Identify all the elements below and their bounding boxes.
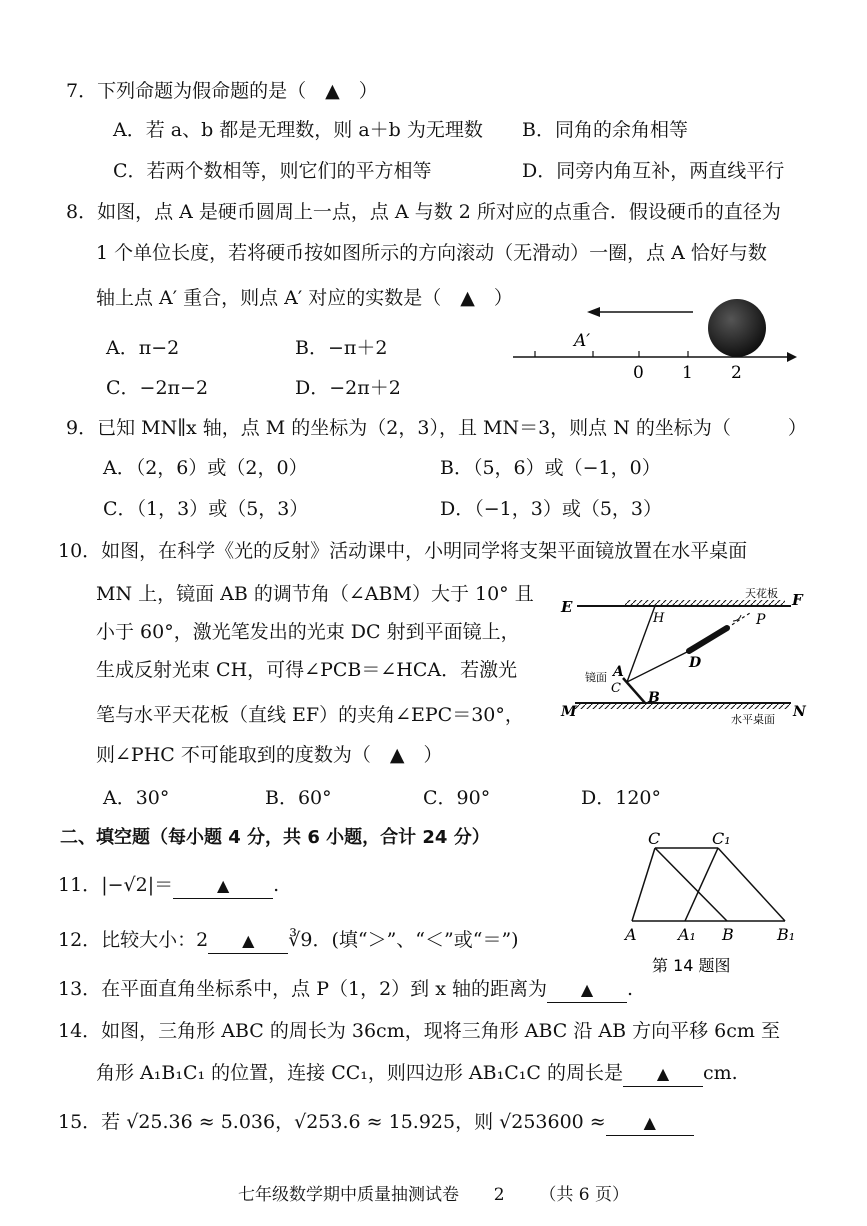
svg-text:水平桌面: 水平桌面	[731, 713, 775, 726]
tick-label-0: 0	[633, 363, 644, 383]
q8-line-3: 轴上点 A′ 重合，则点 A′ 对应的实数是（ ▲ ）	[96, 287, 513, 309]
label-a-prime: A′	[574, 331, 591, 351]
q13: 13．在平面直角坐标系中，点 P（1，2）到 x 轴的距离为 ▲ .	[58, 977, 633, 1003]
q14-figure	[620, 830, 810, 980]
svg-text:N: N	[793, 704, 806, 720]
svg-text:B: B	[648, 690, 660, 706]
mirror-ab	[623, 678, 645, 703]
svg-text:A₁: A₁	[678, 925, 696, 944]
direction-arrowhead	[587, 307, 600, 317]
q8-option-b: B．−π＋2	[295, 337, 388, 359]
q8-option-a: A．π−2	[106, 337, 180, 359]
svg-text:B: B	[722, 925, 734, 944]
q8-option-c: C．−2π−2	[106, 377, 209, 399]
q7-option-a: A．若 a、b 都是无理数，则 a＋b 为无理数	[113, 119, 483, 141]
q10-option-b: B．60°	[265, 787, 332, 809]
q14-figure-caption: 第 14 题图	[652, 956, 731, 975]
answer-blank: ▲	[656, 1064, 670, 1083]
q10-mirror-figure	[555, 585, 815, 730]
q10-option-d: D．120°	[581, 787, 661, 809]
q15: 15．若 √25.36 ≈ 5.036，√253.6 ≈ 15.925，则 √253600 ≈ ▲	[58, 1110, 694, 1136]
answer-blank: ▲	[580, 980, 594, 999]
number-line-arrow	[787, 352, 797, 362]
q7-option-c: C．若两个数相等，则它们的平方相等	[113, 160, 432, 182]
svg-text:F: F	[792, 591, 803, 609]
svg-text:H: H	[653, 611, 665, 626]
answer-blank: ▲	[216, 876, 230, 895]
q9-option-d: D．（−1，3）或（5，3）	[440, 498, 663, 520]
svg-text:M: M	[561, 704, 577, 720]
svg-text:A: A	[613, 664, 624, 680]
q10-line-5: 笔与水平天花板（直线 EF）的夹角∠EPC＝30°，	[96, 704, 524, 726]
section-2-heading: 二、填空题（每小题 4 分，共 6 小题，合计 24 分）	[60, 827, 490, 848]
q10-line-3: 小于 60°，激光笔发出的光束 DC 射到平面镜上，	[96, 621, 520, 643]
q10-line-4: 生成反射光束 CH，可得∠PCB＝∠HCA．若激光	[96, 659, 518, 681]
svg-text:天花板: 天花板	[745, 587, 778, 600]
tick-label-2: 2	[731, 363, 742, 383]
svg-text:B₁: B₁	[777, 925, 796, 944]
svg-text:C₁: C₁	[712, 829, 731, 848]
q8-line-1: 8．如图，点 A 是硬币圆周上一点，点 A 与数 2 所对应的点重合．假设硬币的直径为	[66, 201, 781, 223]
answer-blank: ▲	[242, 931, 255, 950]
q9-option-b: B．（5，6）或（−1，0）	[440, 457, 661, 479]
q10-line-2: MN 上，镜面 AB 的调节角（∠ABM）大于 10° 且	[96, 583, 534, 605]
svg-text:A: A	[625, 925, 637, 944]
q14-line-2: 角形 A₁B₁C₁ 的位置，连接 CC₁，则四边形 AB₁C₁C 的周长是 ▲ cm.	[96, 1061, 738, 1087]
footer-title: 七年级数学期中质量抽测试卷	[237, 1185, 459, 1205]
svg-text:P: P	[756, 612, 766, 628]
q14-line-1: 14．如图，三角形 ABC 的周长为 36cm，现将三角形 ABC 沿 AB 方向平移 6cm 至	[58, 1020, 780, 1042]
q8-option-d: D．−2π＋2	[295, 377, 401, 399]
q8-coin-figure	[505, 290, 805, 385]
q9-stem: 9．已知 MN∥x 轴，点 M 的坐标为（2，3），且 MN＝3，则点 N 的坐标为（ ）	[66, 417, 807, 439]
svg-text:C: C	[648, 829, 661, 848]
laser-pen	[689, 628, 727, 651]
q10-option-c: C．90°	[423, 787, 491, 809]
q7-option-d: D．同旁内角互补，两直线平行	[522, 160, 785, 182]
q8-line-2: 1 个单位长度，若将硬币按如图所示的方向滚动（无滑动）一圈，点 A 恰好与数	[96, 242, 767, 264]
svg-text:C: C	[611, 681, 621, 696]
q9-option-a: A．（2，6）或（2，0）	[103, 457, 308, 479]
q10-option-a: A．30°	[103, 787, 170, 809]
q7-option-b: B．同角的余角相等	[522, 119, 688, 141]
tick-label-1: 1	[682, 363, 693, 383]
q10-line-1: 10．如图，在科学《光的反射》活动课中，小明同学将支架平面镜放置在水平桌面	[58, 540, 748, 562]
coin	[708, 299, 766, 357]
answer-blank: ▲	[643, 1113, 656, 1132]
footer-total-pages: （共 6 页）	[539, 1185, 630, 1205]
q7-stem: 7．下列命题为假命题的是（ ▲ ）	[66, 80, 378, 102]
q12: 12．比较大小：2 ▲ ∛9．(填“＞”、“＜”或“＝”)	[58, 928, 519, 954]
q11: 11．|−√2|＝ ▲ .	[58, 873, 279, 899]
footer-page-number: 2	[493, 1185, 505, 1205]
q9-option-c: C．（1，3）或（5，3）	[103, 498, 309, 520]
svg-text:镜面: 镜面	[585, 671, 607, 684]
svg-text:E: E	[561, 598, 573, 616]
q10-line-6: 则∠PHC 不可能取到的度数为（ ▲ ）	[96, 744, 443, 766]
svg-text:D: D	[689, 655, 702, 671]
footer	[0, 1180, 867, 1205]
